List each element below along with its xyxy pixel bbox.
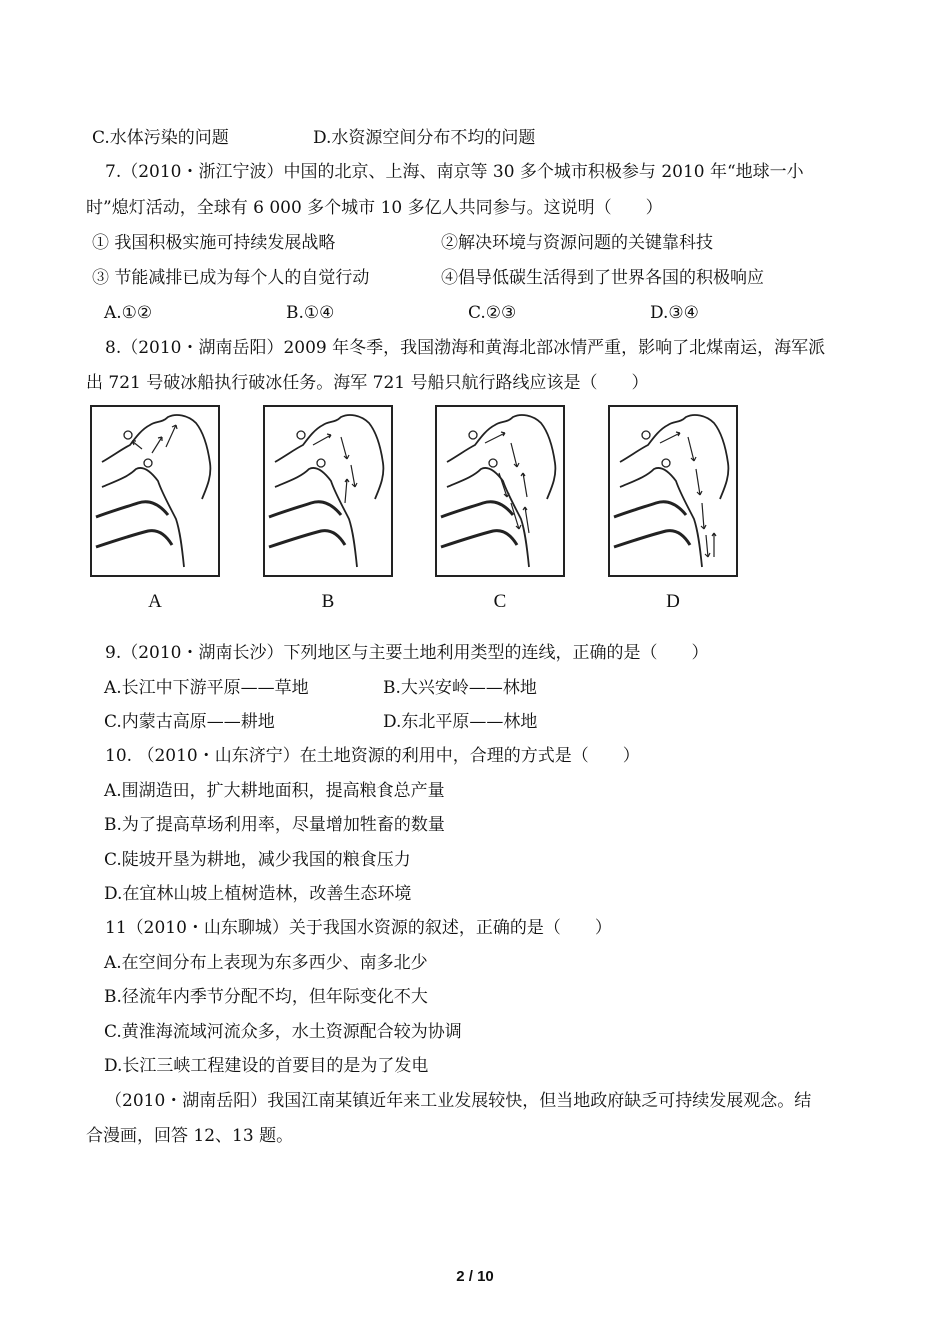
map-label-c: C (493, 591, 507, 612)
map-label-a: A (148, 591, 162, 612)
q6-option-d: D.水资源空间分布不均的问题 (313, 128, 536, 148)
q7-statement-3: ③ 节能减排已成为每个人的自觉行动 (92, 268, 370, 288)
q11-stem: 11（2010・山东聊城）关于我国水资源的叙述，正确的是（ ） (105, 918, 612, 938)
q6-option-c: C.水体污染的问题 (92, 128, 229, 148)
q7-stem-line1: 7.（2010・浙江宁波）中国的北京、上海、南京等 30 多个城市积极参与 2010 年“地球一小 (105, 162, 804, 182)
q10-option-c: C.陡坡开垦为耕地，减少我国的粮食压力 (104, 850, 411, 870)
q7-option-d: D.③④ (650, 303, 699, 323)
map-b-drawing (265, 407, 391, 575)
q11-option-a: A.在空间分布上表现为东多西少、南多北少 (104, 953, 428, 973)
q11-option-b: B.径流年内季节分配不均，但年际变化不大 (104, 987, 428, 1007)
q7-option-b: B.①④ (286, 303, 335, 323)
q11-option-d: D.长江三峡工程建设的首要目的是为了发电 (104, 1056, 429, 1076)
q10-stem: 10. （2010・山东济宁）在土地资源的利用中，合理的方式是（ ） (105, 746, 640, 766)
q7-option-c: C.②③ (468, 303, 517, 323)
q8-stem-line1: 8.（2010・湖南岳阳）2009 年冬季，我国渤海和黄海北部冰情严重，影响了北煤南运，海军派 (105, 338, 826, 358)
q7-statement-4: ④倡导低碳生活得到了世界各国的积极响应 (441, 268, 764, 288)
q7-statement-2: ②解决环境与资源问题的关键靠科技 (441, 233, 713, 253)
q7-stem-line2: 时”熄灯活动，全球有 6 000 多个城市 10 多亿人共同参与。这说明（ ） (86, 198, 663, 218)
map-d (608, 405, 738, 577)
q7-option-a: A.①② (104, 303, 153, 323)
q11-option-c: C.黄淮海流域河流众多，水土资源配合较为协调 (104, 1022, 462, 1042)
q9-option-a: A.长江中下游平原——草地 (104, 678, 309, 698)
q9-option-d: D.东北平原——林地 (383, 712, 538, 732)
q10-option-d: D.在宜林山坡上植树造林，改善生态环境 (104, 884, 412, 904)
page-number: 2 / 10 (456, 1268, 494, 1285)
map-a-drawing (92, 407, 218, 575)
map-d-drawing (610, 407, 736, 575)
map-c (435, 405, 565, 577)
map-label-d: D (666, 591, 680, 612)
map-c-drawing (437, 407, 563, 575)
q10-option-b: B.为了提高草场利用率，尽量增加牲畜的数量 (104, 815, 445, 835)
q9-option-b: B.大兴安岭——林地 (383, 678, 537, 698)
map-label-b: B (321, 591, 335, 612)
q7-statement-1: ① 我国积极实施可持续发展战略 (92, 233, 336, 253)
q8-stem-line2: 出 721 号破冰船执行破冰任务。海军 721 号船只航行路线应该是（ ） (86, 373, 649, 393)
q10-option-a: A.围湖造田，扩大耕地面积，提高粮食总产量 (104, 781, 445, 801)
q9-stem: 9.（2010・湖南长沙）下列地区与主要土地利用类型的连线，正确的是（ ） (105, 643, 709, 663)
q8-route-maps (88, 405, 748, 615)
map-b (263, 405, 393, 577)
q12-13-stem-line1: （2010・湖南岳阳）我国江南某镇近年来工业发展较快，但当地政府缺乏可持续发展观念。结 (105, 1091, 812, 1111)
map-a (90, 405, 220, 577)
q9-option-c: C.内蒙古高原——耕地 (104, 712, 275, 732)
q12-13-stem-line2: 合漫画，回答 12、13 题。 (86, 1126, 294, 1146)
